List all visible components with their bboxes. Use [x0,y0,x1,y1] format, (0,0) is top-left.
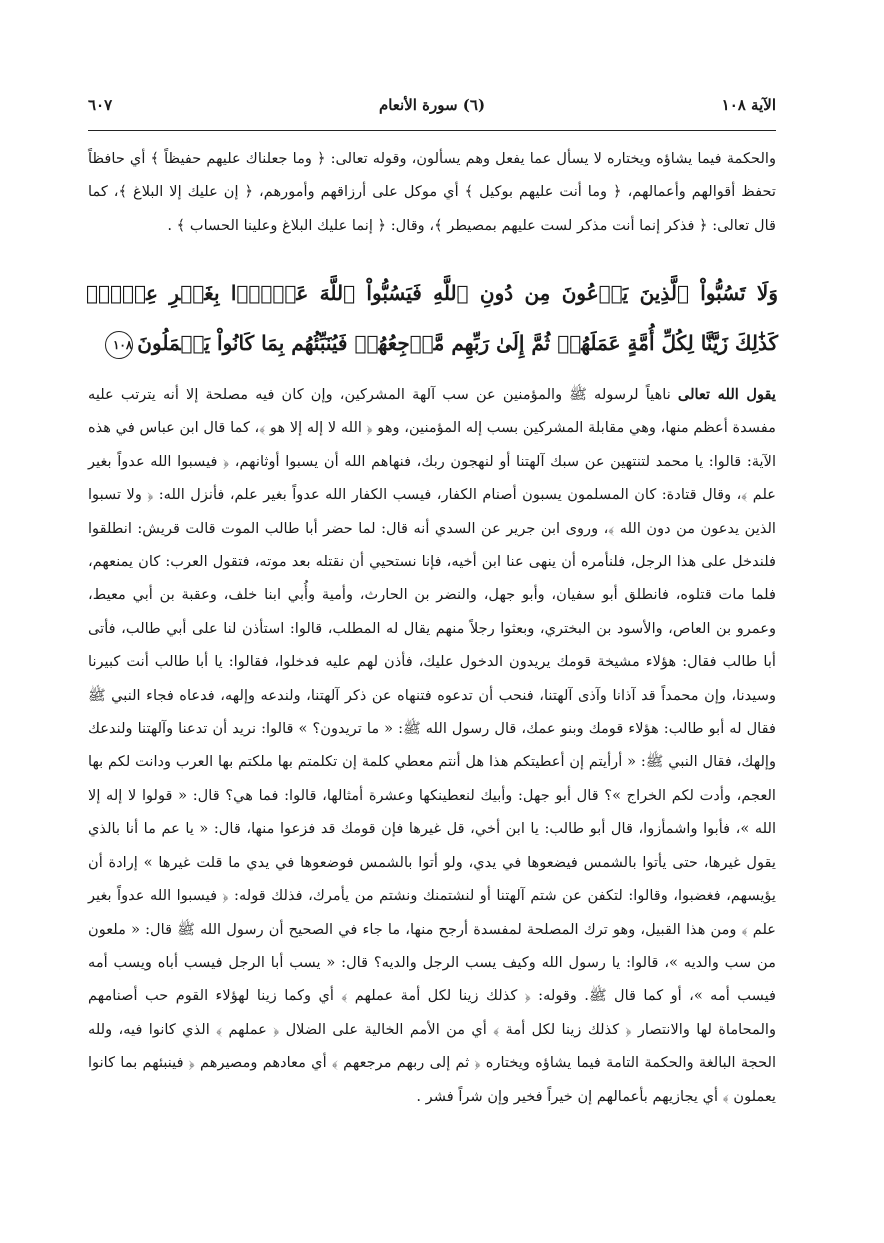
verse-number-marker: ١٠٨ [105,331,133,359]
verse-reference: الآية ١٠٨ [721,96,776,114]
quran-verse [86,268,778,368]
commentary-paragraph [88,378,776,1113]
page-number: ٦٠٧ [88,96,113,114]
verse-text: وَلَا تَسُبُّواْ ٱلَّذِينَ يَدۡعُونَ مِن دُونِ ٱللَّهِ فَيَسُبُّواْ ٱللَّهَ عَدۡوَۢا بِغَيۡرِ عِلۡمٖۗ كَذَٰلِكَ زَيَّنَّا لِكُلِّ أُمَّةٍ عَمَلَهُمۡ ثُمَّ إِلَىٰ رَبِّهِم مَّرۡجِعُهُمۡ فَيُنَبِّئُهُم بِمَا كَانُواْ يَعۡمَلُونَ [86,281,778,355]
commentary-lead: يقول الله تعالى [677,386,776,403]
intro-paragraph: والحكمة فيما يشاؤه ويختاره لا يسأل عما يفعل وهم يسألون، وقوله تعالى: ﴿ وما جعلناك عليهم حفيظاً ﴾ أي حافظاً تحفظ أقوالهم وأعمالهم، ﴿ وما أنت عليهم بوكيل ﴾ أي موكل على أرزاقهم وأمورهم، ﴿ إن عليك إلا البلاغ ﴾، كما قال تعالى: ﴿ فذكر إنما أنت مذكر لست عليهم بمصيطر ﴾، وقال: ﴿ إنما عليك البلاغ وعلينا الحساب ﴾ . [88,150,776,234]
header-rule [88,130,776,131]
surah-title: (٦) سورة الأنعام [378,96,486,114]
running-header [88,96,776,124]
commentary-text: ناهياً لرسوله ﷺ والمؤمنين عن سب آلهة المشركين، وإن كان فيه مصلحة إلا أنه يترتب عليه مفسدة أعظم منها، وهي مقابلة المشركين بسب إله المؤمنين، وهو ﴿ الله لا إله إلا هو ﴾، كما قال ابن عباس في هذه الآية: قالوا: يا محمد لتنتهين عن سبك آلهتنا أو لنهجون ربك، فنهاهم الله أن يسبوا أوثانهم، ﴿ فيسبوا الله عدواً بغير علم ﴾، وقال قتادة: كان المسلمون يسبون أصنام الكفار، فيسب الكفار الله عدواً بغير علم، فأنزل الله: ﴿ ولا تسبوا الذين يدعون من دون الله ﴾، وروى ابن جرير عن السدي أنه قال: لما حضر أبا طالب الموت قالت قريش: انطلقوا فلندخل على هذا الرجل، فلنأمره أن ينهى عنا ابن أخيه، فإنا نستحيي أن نقتله بعد موته، فتقول العرب: كان يمنعهم، فلما مات قتلوه، فانطلق أبو سفيان، وأبو جهل، والنضر بن الحارث، وأمية وأُبي ابنا خلف، وعقبة بن أبي معيط، وعمرو بن العاص، والأسود بن البختري، وبعثوا رجلاً منهم يقال له المطلب، قالوا: استأذن لنا على أبي طالب، فأتى أبا طالب فقال: هؤلاء مشيخة قومك يريدون الدخول عليك، فأذن لهم عليه فدخلوا، فقالوا: يا أبا طالب أنت كبيرنا وسيدنا، وإن محمداً قد آذانا وآذى آلهتنا، فنحب أن تدعوه فتنهاه عن ذكر آلهتنا، ولندعه وإلهه، فدعاه فجاء النبي ﷺ فقال له أبو طالب: هؤلاء قومك وبنو عمك، قال رسول الله ﷺ: « ما تريدون؟ » قالوا: نريد أن تدعنا وآلهتنا ولندعك وإلهك، فقال النبي ﷺ: « أرأيتم إن أعطيتكم هذا هل أنتم معطي كلمة إن تكلمتم بها ملكتم بها العرب ودانت لكم بها العجم، وأدت لكم الخراج »؟ قال أبو جهل: وأبيك لنعطينكها وعشرة أمثالها، قالوا: فما هي؟ قال: « قولوا لا إله إلا الله »، فأبوا واشمأزوا، قال أبو طالب: يا ابن أخي، قل غيرها فإن قومك قد فزعوا منها، قال: « يا عم ما أنا بالذي يقول غيرها، حتى يأتوا بالشمس فيضعوها في يدي، ولو أتوا بالشمس فوضعوها في يدي ما قلت غيرها » إرادة أن يؤيسهم، فغضبوا، وقالوا: لتكفن عن شتم آلهتنا أو لنشتمنك ونشتم من يأمرك، فذلك قوله: ﴿ فيسبوا الله عدواً بغير علم ﴾ ومن هذا القبيل، وهو ترك المصلحة لمفسدة أرجح منها، ما جاء في الصحيح أن رسول الله ﷺ قال: « ملعون من سب والديه »، قالوا: يا رسول الله وكيف يسب الرجل والديه؟ قال: « يسب أبا الرجل فيسب أباه ويسب أمه فيسب أمه »، أو كما قال ﷺ. وقوله: ﴿ كذلك زينا لكل أمة عملهم ﴾ أي وكما زينا لهؤلاء القوم حب أصنامهم والمحاماة لها والانتصار ﴿ كذلك زينا لكل أمة ﴾ أي من الأمم الخالية على الضلال ﴿ عملهم ﴾ الذي كانوا فيه، ولله الحجة البالغة والحكمة التامة فيما يشاؤه ويختاره ﴿ ثم إلى ربهم مرجعهم ﴾ أي معادهم ومصيرهم ﴿ فينبئهم بما كانوا يعملون ﴾ أي يجازيهم بأعمالهم إن خيراً فخير وإن شراً فشر . [88,386,776,1105]
